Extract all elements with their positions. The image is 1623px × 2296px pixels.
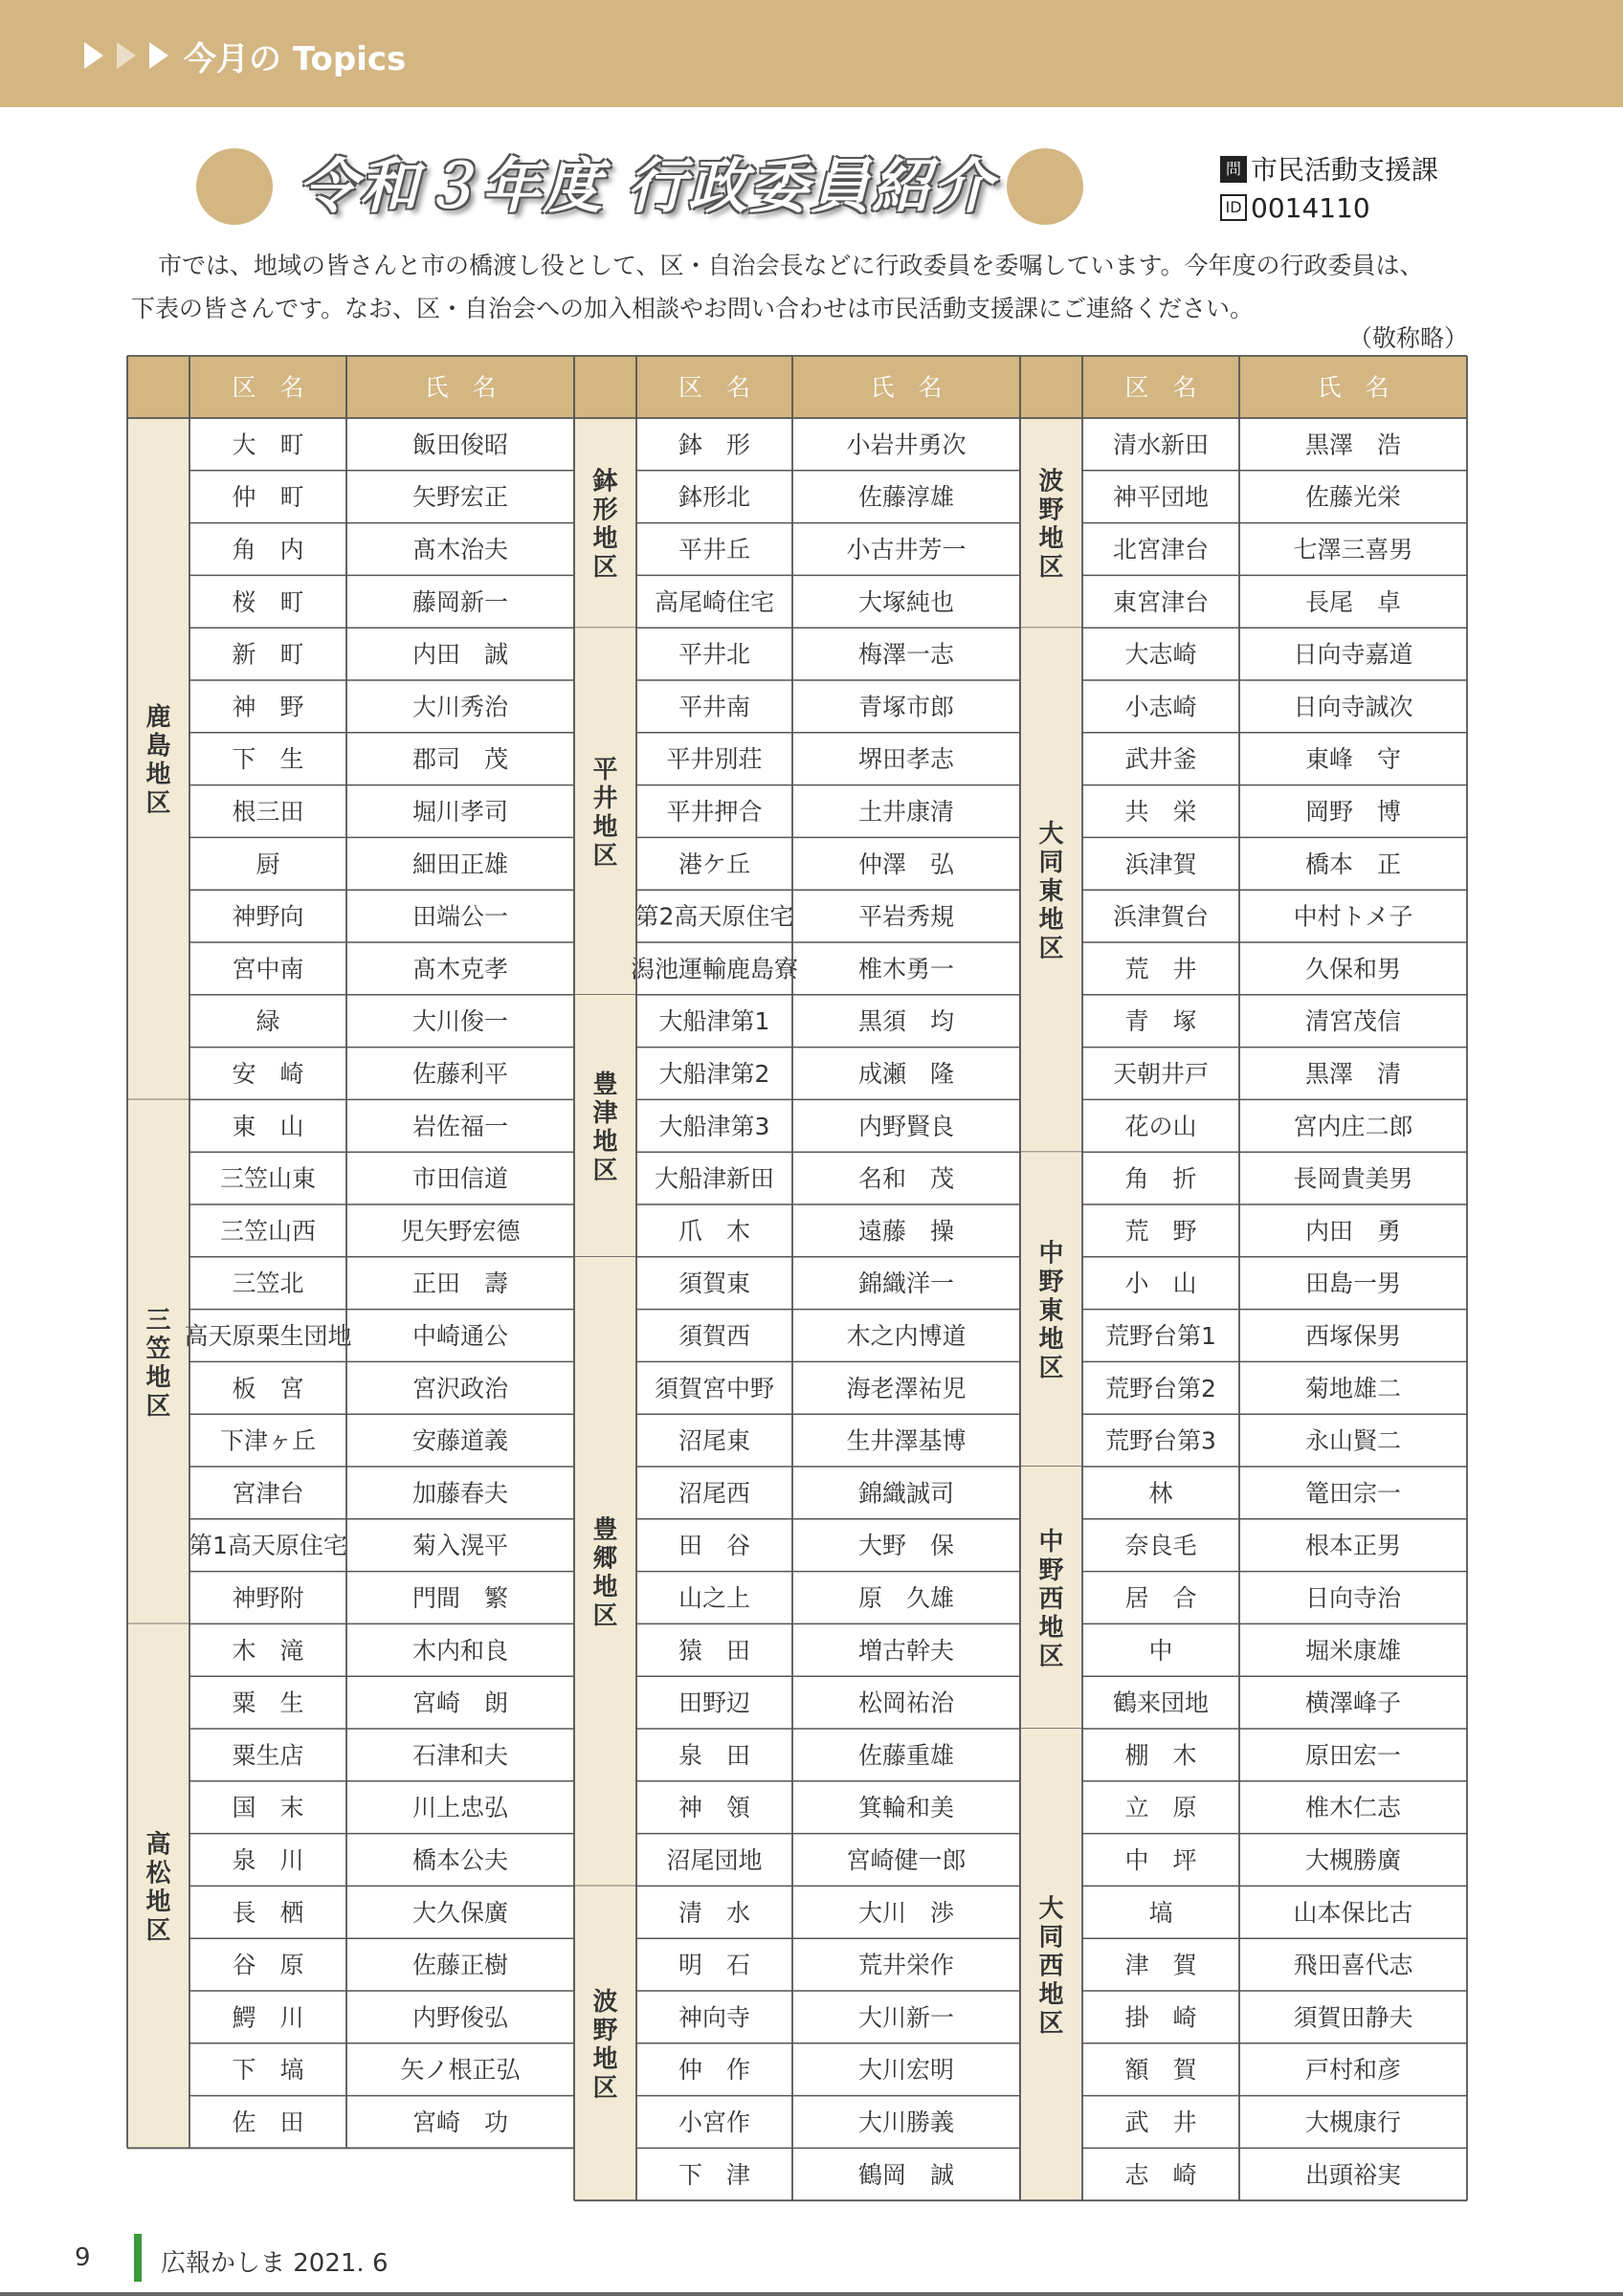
person-name-cell: 郡司 茂 — [411, 745, 509, 774]
district-label-char: 平 — [592, 756, 618, 784]
area-name-cell: 北宮津台 — [1112, 536, 1210, 563]
area-name-cell: 粟生店 — [232, 1741, 304, 1770]
publication-title: 広報かしま 2021. 6 — [161, 2249, 389, 2278]
area-name-cell: 花の山 — [1124, 1112, 1197, 1140]
person-name-cell: 髙木克孝 — [411, 955, 509, 983]
district-label-char: 地 — [592, 524, 618, 554]
district-label-char: 地 — [1038, 1614, 1064, 1643]
person-name-cell: 川上忠弘 — [411, 1794, 509, 1822]
person-name-cell: 長岡貴美男 — [1293, 1164, 1413, 1193]
area-name-cell: 平井別荘 — [666, 745, 763, 774]
area-name-cell: 神平団地 — [1112, 483, 1210, 512]
area-name-cell: 神向寺 — [678, 2003, 751, 2032]
district-label-char: 地 — [1038, 906, 1064, 936]
person-name-cell: 宮内庄二郎 — [1293, 1112, 1413, 1140]
person-name-cell: 児矢野宏德 — [400, 1217, 521, 1246]
area-name-cell: 泉 川 — [232, 1846, 304, 1874]
area-name-cell: 大船津第2 — [658, 1060, 770, 1088]
area-name-cell: 小 山 — [1124, 1269, 1197, 1298]
area-name-cell: 大 町 — [232, 430, 304, 459]
person-name-cell: 菊地雄二 — [1304, 1374, 1402, 1402]
area-name-cell: 中 坪 — [1124, 1846, 1197, 1874]
area-name-cell: 大志崎 — [1124, 640, 1197, 669]
area-name-cell: 桜 町 — [232, 587, 304, 616]
district-label-char: 形 — [592, 496, 618, 525]
district-label-char: 西 — [1038, 1585, 1064, 1614]
person-name-cell: 橋本 正 — [1304, 850, 1402, 878]
area-name-cell: 木 滝 — [232, 1636, 304, 1665]
district-label-char: 区 — [145, 1916, 171, 1946]
table-header-name: 氏 名 — [424, 373, 497, 402]
area-name-cell: 下 津 — [678, 2160, 751, 2189]
area-name-cell: 田野辺 — [678, 1689, 751, 1717]
table-header-area: 区 名 — [232, 373, 304, 402]
area-name-cell: 潟池運輸鹿島寮 — [630, 955, 799, 983]
district-label-char: 地 — [145, 1363, 171, 1393]
person-name-cell: 木之内博道 — [846, 1322, 967, 1350]
district-label-char: 地 — [592, 2044, 618, 2074]
person-name-cell: 黒須 均 — [857, 1007, 955, 1036]
contact-id: 0014110 — [1251, 192, 1370, 224]
area-name-cell: 立 原 — [1124, 1794, 1197, 1822]
person-name-cell: 正田 壽 — [411, 1269, 509, 1298]
district-label-char: 郷 — [592, 1544, 618, 1574]
person-name-cell: 清宮茂信 — [1304, 1007, 1402, 1036]
district-label-char: 同 — [1038, 1923, 1064, 1953]
person-name-cell: 髙木治夫 — [411, 536, 509, 563]
person-name-cell: 椎木勇一 — [857, 955, 955, 983]
district-label-char: 区 — [1038, 553, 1064, 583]
person-name-cell: 田端公一 — [411, 902, 509, 931]
district-label-char: 大 — [1038, 820, 1064, 850]
person-name-cell: 黒澤 清 — [1304, 1060, 1402, 1088]
person-name-cell: 日向寺嘉道 — [1293, 640, 1413, 669]
person-name-cell: 増古幹夫 — [857, 1636, 955, 1665]
area-name-cell: 角 折 — [1124, 1164, 1197, 1193]
area-name-cell: 粟 生 — [232, 1689, 304, 1717]
person-name-cell: 久保和男 — [1304, 955, 1402, 983]
inquiry-icon: 問 — [1220, 156, 1247, 183]
person-name-cell: 中村トメ子 — [1293, 902, 1413, 931]
person-name-cell: 佐藤重雄 — [857, 1741, 955, 1770]
district-label-char: 区 — [592, 842, 618, 871]
person-name-cell: 大久保廣 — [411, 1898, 509, 1927]
area-name-cell: 港ケ丘 — [678, 850, 751, 878]
district-label-char: 大 — [1038, 1894, 1064, 1924]
person-name-cell: 大槻康行 — [1304, 2108, 1402, 2136]
area-name-cell: 爪 木 — [678, 1217, 751, 1246]
footer-accent-bar — [134, 2234, 142, 2282]
person-name-cell: 大川新一 — [857, 2003, 955, 2032]
page-title: 令和３年度 行政委員紹介 — [298, 151, 994, 221]
district-label-char: 野 — [1038, 1556, 1064, 1585]
district-label-char: 鉢 — [592, 467, 618, 497]
district-label-char: 豊 — [592, 1515, 618, 1545]
person-name-cell: 西塚保男 — [1304, 1322, 1402, 1350]
area-name-cell: 下 塙 — [232, 2056, 304, 2085]
area-name-cell: 高天原栗生団地 — [184, 1322, 352, 1350]
area-name-cell: 神野向 — [232, 902, 304, 931]
area-name-cell: 平井北 — [678, 640, 751, 669]
area-name-cell: 山之上 — [678, 1584, 751, 1612]
district-label-char: 地 — [592, 1573, 618, 1602]
table-header-name: 氏 名 — [1317, 373, 1390, 402]
area-name-cell: 武 井 — [1124, 2108, 1197, 2136]
area-name-cell: 居 合 — [1124, 1584, 1197, 1612]
person-name-cell: 椎木仁志 — [1304, 1794, 1402, 1822]
person-name-cell: 箕輪和美 — [857, 1794, 955, 1822]
person-name-cell: 小岩井勇次 — [846, 430, 967, 459]
area-name-cell: 仲 町 — [232, 483, 304, 512]
area-name-cell: 鰐 川 — [232, 2003, 304, 2032]
area-name-cell: 明 石 — [678, 1951, 751, 1979]
area-name-cell: 荒 野 — [1124, 1217, 1197, 1246]
area-name-cell: 根三田 — [232, 798, 304, 826]
area-name-cell: 佐 田 — [232, 2108, 304, 2136]
person-name-cell: 石津和夫 — [411, 1741, 509, 1770]
person-name-cell: 篭田宗一 — [1304, 1479, 1402, 1508]
person-name-cell: 錦織誠司 — [857, 1479, 955, 1508]
person-name-cell: 堺田孝志 — [857, 745, 955, 774]
district-label-char: 地 — [1038, 1325, 1064, 1355]
district-label-char: 波 — [1038, 467, 1064, 497]
area-name-cell: 神 野 — [232, 693, 304, 721]
district-label-char: 区 — [592, 1601, 618, 1631]
area-name-cell: 鉢形北 — [678, 483, 751, 512]
area-name-cell: 額 賀 — [1124, 2056, 1197, 2085]
person-name-cell: 松岡祐治 — [857, 1689, 955, 1717]
area-name-cell: 国 末 — [232, 1794, 304, 1822]
footer-rule — [0, 2292, 1623, 2296]
area-name-cell: 鉢 形 — [678, 430, 751, 459]
district-label-char: 区 — [145, 789, 171, 819]
district-label-char: 島 — [145, 732, 171, 762]
person-name-cell: 海老澤祐児 — [846, 1374, 967, 1402]
area-name-cell: 角 内 — [232, 536, 304, 563]
district-label-char: 波 — [592, 1987, 618, 2017]
area-name-cell: 青 塚 — [1124, 1007, 1197, 1036]
area-name-cell: 仲 作 — [678, 2056, 751, 2085]
person-name-cell: 大川 渉 — [857, 1898, 955, 1927]
district-label-char: 鹿 — [145, 703, 171, 733]
person-name-cell: 原田宏一 — [1304, 1741, 1402, 1770]
person-name-cell: 仲澤 弘 — [857, 850, 955, 878]
area-name-cell: 沼尾西 — [678, 1479, 751, 1508]
contact-department: 市民活動支援課 — [1251, 154, 1439, 186]
district-label-char: 地 — [592, 813, 618, 842]
area-name-cell: 高尾崎住宅 — [654, 587, 775, 616]
area-name-cell: 林 — [1148, 1479, 1173, 1508]
person-name-cell: 鶴岡 誠 — [857, 2160, 955, 2189]
area-name-cell: 荒野台第3 — [1105, 1426, 1216, 1455]
person-name-cell: 宮崎健一郎 — [846, 1846, 967, 1874]
person-name-cell: 青塚市郎 — [857, 693, 955, 721]
person-name-cell: 戸村和彦 — [1304, 2056, 1402, 2085]
area-name-cell: 宮中南 — [232, 955, 304, 983]
area-name-cell: 第2高天原住宅 — [634, 902, 794, 931]
person-name-cell: 佐藤正樹 — [411, 1951, 509, 1979]
area-name-cell: 三笠山東 — [219, 1164, 317, 1193]
area-name-cell: 大船津第1 — [658, 1007, 770, 1036]
person-name-cell: 宮崎 朗 — [411, 1689, 509, 1717]
table-header-name: 氏 名 — [870, 373, 943, 402]
person-name-cell: 出頭裕実 — [1304, 2160, 1402, 2189]
area-name-cell: 掛 崎 — [1124, 2003, 1197, 2032]
person-name-cell: 生井澤基博 — [846, 1426, 967, 1455]
area-name-cell: 平井押合 — [666, 798, 763, 826]
area-name-cell: 須賀西 — [678, 1322, 751, 1350]
person-name-cell: 永山賢二 — [1304, 1426, 1402, 1455]
person-name-cell: 内野俊弘 — [411, 2003, 509, 2032]
person-name-cell: 橋本公夫 — [411, 1846, 509, 1874]
person-name-cell: 日向寺治 — [1304, 1584, 1402, 1612]
district-label-char: 三 — [145, 1306, 171, 1336]
area-name-cell: 下津ヶ丘 — [219, 1426, 317, 1455]
area-name-cell: 宮津台 — [232, 1479, 304, 1508]
section-label: 今月の Topics — [184, 40, 407, 78]
page-number: 9 — [75, 2243, 91, 2272]
district-label-char: 西 — [1038, 1952, 1064, 1981]
person-name-cell: 小古井芳一 — [846, 536, 967, 563]
district-label-char: 区 — [1038, 1643, 1064, 1671]
district-label-char: 区 — [1038, 2009, 1064, 2039]
area-name-cell: 須賀宮中野 — [654, 1374, 775, 1402]
district-label-char: 区 — [1038, 1354, 1064, 1383]
district-label-char: 区 — [592, 553, 618, 583]
person-name-cell: 岩佐福一 — [411, 1112, 509, 1140]
area-name-cell: 泉 田 — [678, 1741, 751, 1770]
district-label-char: 野 — [1038, 496, 1064, 525]
district-label-char: 高 — [145, 1830, 171, 1860]
table-header-bg — [574, 356, 1020, 418]
person-name-cell: 内田 勇 — [1304, 1217, 1402, 1246]
district-label-char: 笠 — [145, 1335, 171, 1364]
person-name-cell: 加藤春夫 — [411, 1479, 509, 1508]
area-name-cell: 志 崎 — [1124, 2160, 1197, 2189]
area-name-cell: 神 領 — [678, 1794, 751, 1822]
intro-line-2: 下表の皆さんです。なお、区・自治会への加入相談やお問い合わせは市民活動支援課にご連絡ください。 — [131, 295, 1255, 322]
area-name-cell: 浜津賀 — [1124, 850, 1197, 878]
area-name-cell: 谷 原 — [232, 1951, 304, 1979]
district-label-char: 区 — [592, 2073, 618, 2103]
area-name-cell: 沼尾東 — [678, 1426, 751, 1455]
person-name-cell: 大塚純也 — [857, 587, 955, 616]
person-name-cell: 大野 保 — [857, 1532, 955, 1560]
person-name-cell: 錦織洋一 — [857, 1269, 955, 1298]
district-label-char: 井 — [592, 784, 618, 813]
person-name-cell: 岡野 博 — [1304, 798, 1402, 826]
area-name-cell: 沼尾団地 — [666, 1846, 763, 1874]
district-label-char: 区 — [145, 1392, 171, 1422]
person-name-cell: 細田正雄 — [411, 850, 509, 878]
person-name-cell: 飯田俊昭 — [411, 430, 509, 459]
area-name-cell: 板 宮 — [232, 1374, 304, 1402]
person-name-cell: 飛田喜代志 — [1293, 1951, 1413, 1979]
area-name-cell: 平井南 — [678, 693, 751, 721]
person-name-cell: 大槻勝廣 — [1304, 1846, 1402, 1874]
person-name-cell: 内野賢良 — [857, 1112, 955, 1140]
area-name-cell: 津 賀 — [1124, 1951, 1197, 1979]
area-name-cell: 荒野台第2 — [1105, 1374, 1216, 1402]
person-name-cell: 藤岡新一 — [411, 587, 509, 616]
person-name-cell: 田島一男 — [1304, 1269, 1402, 1298]
person-name-cell: 市田信道 — [411, 1164, 509, 1193]
district-label-char: 中 — [1038, 1528, 1064, 1556]
intro-line-1: 市では、地域の皆さんと市の橋渡し役として、区・自治会長などに行政委員を委嘱しています。今年度の行政委員は、 — [158, 252, 1424, 279]
area-name-cell: 共 栄 — [1124, 798, 1197, 826]
person-name-cell: 黒澤 浩 — [1304, 430, 1402, 459]
area-name-cell: 田 谷 — [678, 1532, 751, 1560]
person-name-cell: 土井康清 — [857, 798, 955, 826]
person-name-cell: 佐藤淳雄 — [857, 483, 955, 512]
person-name-cell: 堀米康雄 — [1304, 1636, 1402, 1665]
person-name-cell: 内田 誠 — [411, 640, 509, 669]
person-name-cell: 七澤三喜男 — [1293, 536, 1413, 563]
area-name-cell: 武井釜 — [1124, 745, 1197, 774]
district-label-char: 区 — [592, 1156, 618, 1185]
person-name-cell: 成瀬 隆 — [857, 1060, 955, 1088]
person-name-cell: 佐藤利平 — [411, 1060, 509, 1088]
person-name-cell: 横澤峰子 — [1304, 1689, 1402, 1717]
area-name-cell: 平井丘 — [678, 536, 751, 563]
area-name-cell: 大船津第3 — [658, 1112, 770, 1140]
person-name-cell: 堀川孝司 — [411, 798, 509, 826]
district-label-char: 松 — [145, 1859, 171, 1888]
person-name-cell: 平岩秀規 — [857, 902, 955, 931]
district-label-char: 野 — [1038, 1268, 1064, 1297]
area-name-cell: 清 水 — [678, 1898, 751, 1927]
person-name-cell: 木内和良 — [411, 1636, 509, 1665]
area-name-cell: 小志崎 — [1124, 693, 1197, 721]
area-name-cell: 天朝井戸 — [1112, 1060, 1210, 1088]
person-name-cell: 門間 繁 — [411, 1584, 509, 1612]
person-name-cell: 日向寺誠次 — [1293, 693, 1413, 721]
person-name-cell: 山本保比古 — [1293, 1898, 1413, 1927]
area-name-cell: 荒 井 — [1124, 955, 1197, 983]
area-name-cell: 三笠北 — [232, 1269, 304, 1298]
person-name-cell: 大川俊一 — [411, 1007, 509, 1036]
area-name-cell: 東宮津台 — [1112, 587, 1210, 616]
person-name-cell: 佐藤光栄 — [1304, 483, 1402, 512]
area-name-cell: 東 山 — [232, 1112, 304, 1140]
person-name-cell: 大川宏明 — [857, 2056, 955, 2085]
district-label-char: 地 — [1038, 1980, 1064, 2010]
district-label-char: 中 — [1038, 1239, 1064, 1269]
person-name-cell: 矢ノ根正弘 — [400, 2056, 521, 2085]
district-label-char: 区 — [1038, 935, 1064, 964]
area-name-cell: 小宮作 — [678, 2108, 751, 2136]
person-name-cell: 菊入滉平 — [411, 1532, 509, 1560]
table-header-area: 区 名 — [678, 373, 751, 402]
person-name-cell: 東峰 守 — [1304, 745, 1402, 774]
district-label-char: 地 — [1038, 524, 1064, 554]
area-name-cell: 須賀東 — [678, 1269, 751, 1298]
person-name-cell: 須賀田静夫 — [1293, 2003, 1413, 2032]
person-name-cell: 宮沢政治 — [411, 1374, 509, 1402]
person-name-cell: 名和 茂 — [857, 1164, 955, 1193]
district-label-char: 同 — [1038, 849, 1064, 878]
table-header-area: 区 名 — [1124, 373, 1197, 402]
district-label-char: 地 — [145, 761, 171, 790]
district-label-char: 地 — [592, 1127, 618, 1157]
district-label-char: 野 — [592, 2016, 618, 2045]
area-name-cell: 奈良毛 — [1124, 1532, 1197, 1560]
area-name-cell: 新 町 — [232, 640, 304, 669]
district-label-char: 豊 — [592, 1070, 618, 1099]
person-name-cell: 原 久雄 — [857, 1584, 955, 1612]
person-name-cell: 根本正男 — [1304, 1532, 1402, 1560]
area-name-cell: 中 — [1148, 1636, 1173, 1665]
area-name-cell: 下 生 — [232, 745, 304, 774]
area-name-cell: 棚 木 — [1124, 1741, 1197, 1770]
honorific-note: （敬称略） — [1347, 324, 1468, 352]
area-name-cell: 浜津賀台 — [1112, 902, 1210, 931]
area-name-cell: 荒野台第1 — [1105, 1322, 1216, 1350]
district-label-char: 東 — [1038, 1296, 1064, 1326]
person-name-cell: 中崎通公 — [411, 1322, 509, 1350]
area-name-cell: 鶴来団地 — [1112, 1689, 1210, 1717]
table-header-bg — [1020, 356, 1467, 418]
area-name-cell: 三笠山西 — [219, 1217, 317, 1246]
area-name-cell: 安 崎 — [232, 1060, 304, 1088]
district-label-char: 津 — [592, 1098, 618, 1128]
area-name-cell: 厨 — [256, 850, 280, 878]
area-name-cell: 第1高天原住宅 — [189, 1532, 347, 1560]
person-name-cell: 大川秀治 — [411, 693, 509, 721]
person-name-cell: 大川勝義 — [857, 2108, 955, 2136]
area-name-cell: 清水新田 — [1112, 430, 1210, 459]
area-name-cell: 猿 田 — [678, 1636, 751, 1665]
area-name-cell: 神野附 — [232, 1584, 304, 1612]
id-icon: ID — [1220, 194, 1247, 221]
district-label-char: 地 — [145, 1888, 171, 1917]
area-name-cell: 長 栖 — [232, 1898, 304, 1927]
area-name-cell: 緑 — [256, 1007, 280, 1036]
person-name-cell: 遠藤 操 — [857, 1217, 955, 1246]
area-name-cell: 大船津新田 — [654, 1164, 775, 1193]
district-label-char: 東 — [1038, 877, 1064, 907]
person-name-cell: 長尾 卓 — [1304, 587, 1402, 616]
person-name-cell: 荒井栄作 — [857, 1951, 955, 1979]
table-header-bg — [127, 356, 574, 418]
area-name-cell: 塙 — [1148, 1898, 1173, 1927]
person-name-cell: 宮崎 功 — [411, 2108, 509, 2136]
person-name-cell: 矢野宏正 — [411, 483, 509, 512]
person-name-cell: 梅澤一志 — [857, 640, 955, 669]
person-name-cell: 安藤道義 — [411, 1426, 509, 1455]
